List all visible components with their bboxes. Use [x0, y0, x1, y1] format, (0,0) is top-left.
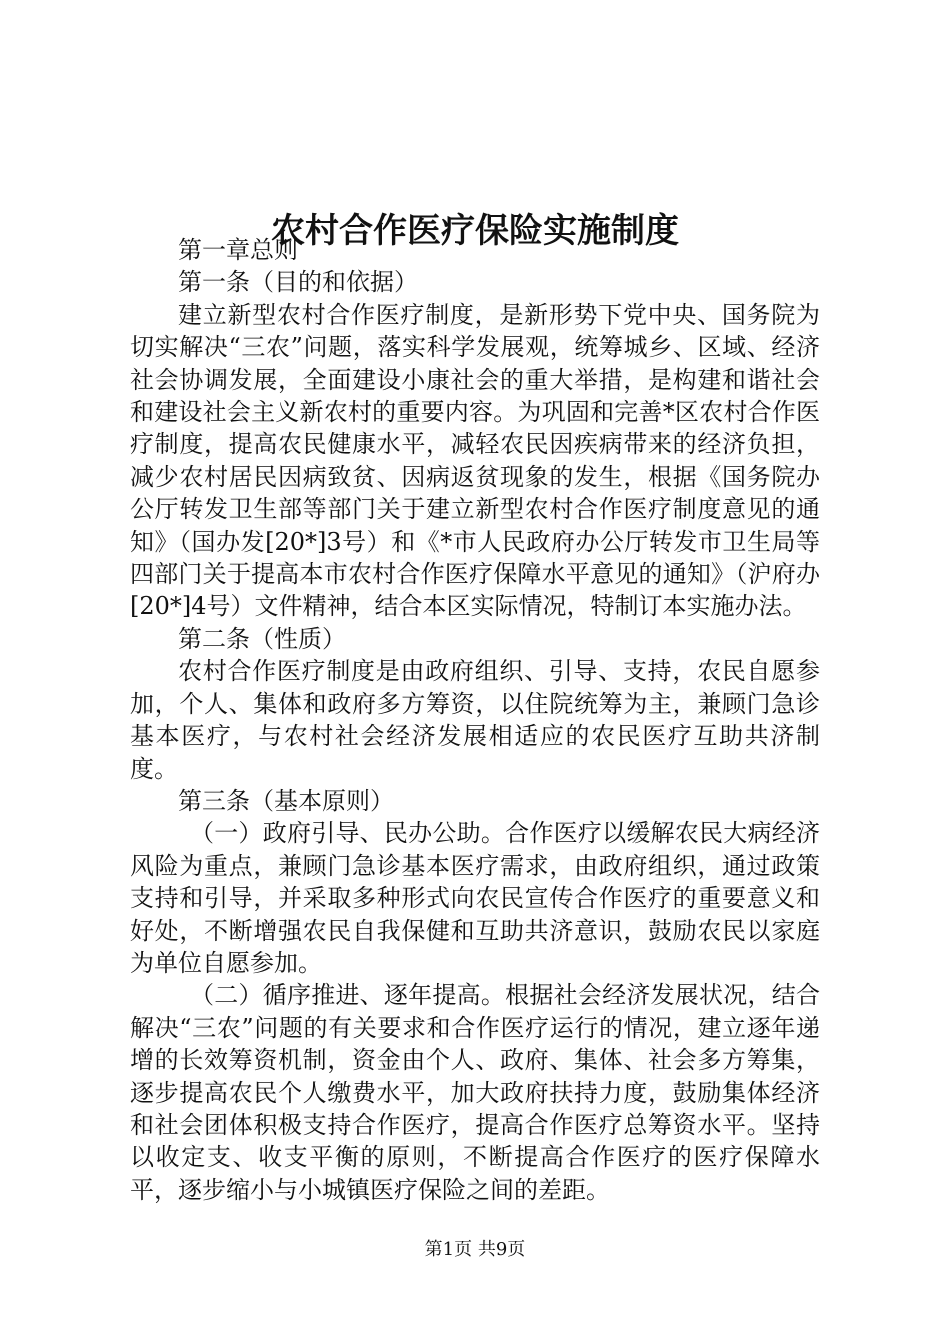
- article-2-heading: 第二条（性质）: [178, 624, 346, 653]
- article-1-heading: 第一条（目的和依据）: [178, 268, 418, 297]
- document-body: [130, 234, 820, 1206]
- article-3-item-1: （一）政府引导、民办公助。合作医疗以缓解农民大病经济风险为重点，兼顾门急诊基本医疗需求，由政府组织，通过政策支持和引导，并采取多种形式向农民宣传合作医疗的重要意义和好处，不断增强农民自我保健和互助共济意识，鼓励农民以家庭为单位自愿参加。: [130, 819, 820, 977]
- article-3-heading: 第三条（基本原则）: [178, 786, 394, 815]
- article-1-body: 建立新型农村合作医疗制度，是新形势下党中央、国务院为切实解决“三农”问题，落实科学发展观，统筹城乡、区域、经济社会协调发展，全面建设小康社会的重大举措，是构建和谐社会和建设社会主义新农村的重要内容。为巩固和完善*区农村合作医疗制度，提高农民健康水平，减轻农民因疾病带来的经济负担，减少农村居民因病致贫、因病返贫现象的发生，根据《国务院办公厅转发卫生部等部门关于建立新型农村合作医疗制度意见的通知》（国办发[20*]3号）和《*市人民政府办公厅转发市卫生局等四部门关于提高本市农村合作医疗保障水平意见的通知》（沪府办[20*]4号）文件精神，结合本区实际情况，特制订本实施办法。: [130, 300, 820, 621]
- article-3-item-2: （二）循序推进、逐年提高。根据社会经济发展状况，结合解决“三农”问题的有关要求和合作医疗运行的情况，建立逐年递增的长效筹资机制，资金由个人、政府、集体、社会多方筹集，逐步提高农民个人缴费水平，加大政府扶持力度，鼓励集体经济和社会团体积极支持合作医疗，提高合作医疗总筹资水平。坚持以收定支、收支平衡的原则，不断提高合作医疗的医疗保障水平，逐步缩小与小城镇医疗保险之间的差距。: [130, 981, 820, 1204]
- chapter-heading: 第一章总则: [178, 236, 298, 264]
- page-footer: 第1页 共9页: [424, 1239, 526, 1260]
- document-title: 农村合作医疗保险实施制度: [271, 210, 679, 251]
- article-2-body: 农村合作医疗制度是由政府组织、引导、支持，农民自愿参加，个人、集体和政府多方筹资，以住院统筹为主，兼顾门急诊基本医疗，与农村社会经济发展相适应的农民医疗互助共济制度。: [130, 657, 820, 783]
